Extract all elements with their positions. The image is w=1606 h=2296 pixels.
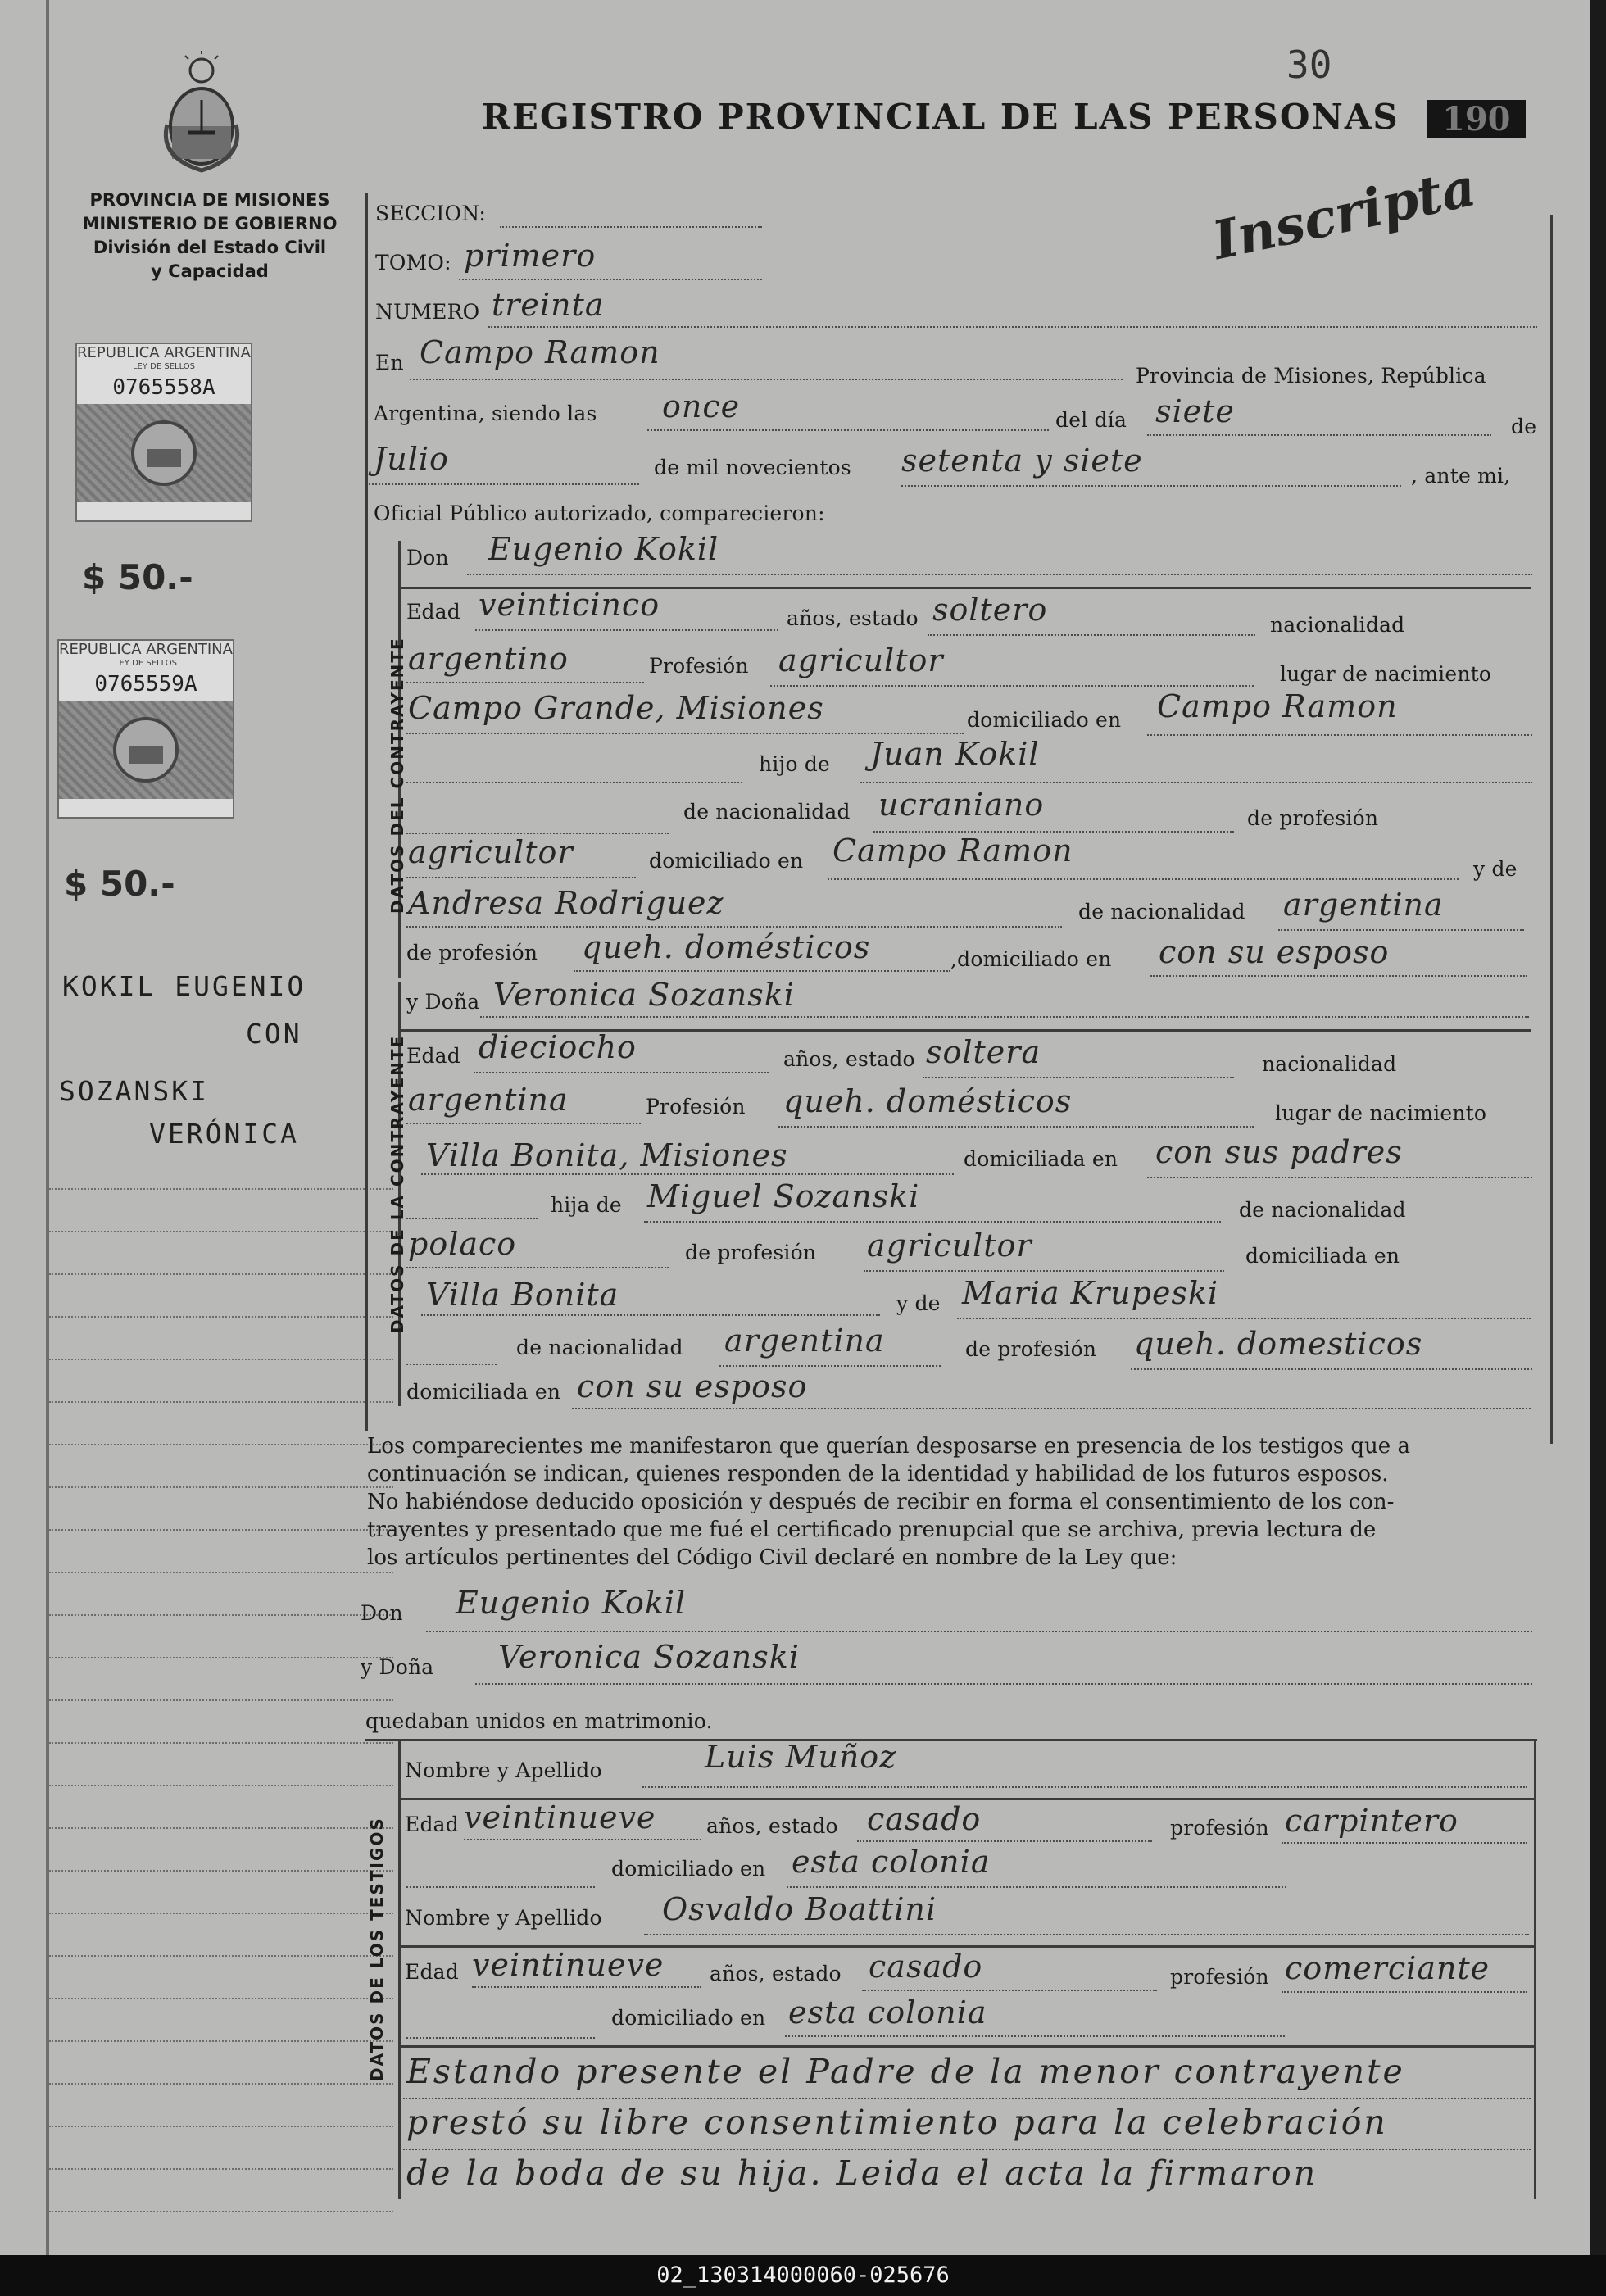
contrayenta-nacionalidad: argentina — [408, 1082, 569, 1118]
testigo-1-edad: veintinueve — [464, 1799, 656, 1835]
contrayenta-profesion: queh. domésticos — [783, 1083, 1073, 1119]
profesion-label-2: Profesión — [646, 1095, 746, 1119]
contrayente-estado: soltero — [932, 592, 1048, 628]
domiciliada-label: domiciliada en — [964, 1147, 1118, 1171]
madre-profesion-label: de profesión — [406, 941, 538, 964]
testigo-1-nombre-label: Nombre y Apellido — [405, 1758, 602, 1782]
inscription-signature: Inscripta — [1207, 157, 1481, 272]
dona-label: y Doña — [406, 990, 480, 1014]
edad-label: Edad — [406, 600, 460, 624]
nacionalidad-label-2: nacionalidad — [1262, 1052, 1397, 1076]
testigo-1-domicilio-label: domiciliado en — [611, 1857, 766, 1881]
domiciliado-label: domiciliado en — [967, 708, 1122, 732]
de-label: de — [1511, 415, 1537, 438]
hora-value: once — [662, 388, 741, 424]
testigo-2-domicilio-label: domiciliado en — [611, 2006, 766, 2030]
padre-domicilio-label-2: domiciliada en — [1245, 1244, 1400, 1268]
contrayenta-madre: Maria Krupeski — [962, 1275, 1219, 1311]
archive-id-bar: 02_130314000060-025676 — [0, 2255, 1606, 2296]
stamp-header: REPUBLICA ARGENTINA — [59, 641, 233, 658]
testigo-2-nombre: Osvaldo Boattini — [662, 1891, 937, 1927]
madre-nacionalidad-label: de nacionalidad — [1078, 900, 1245, 923]
en-label: En — [375, 351, 404, 374]
tax-stamp-1 — [75, 343, 252, 522]
yde-label: y de — [1473, 857, 1518, 881]
free-text-line-3: de la boda de su hija. Leida el acta la firmaron — [406, 2153, 1318, 2193]
hijo-label: hijo de — [759, 752, 831, 776]
testigo-1-edad-label: Edad — [405, 1813, 459, 1836]
tomo-label: TOMO: — [375, 251, 451, 275]
stamp-subheader: LEY DE SELLOS — [59, 659, 233, 668]
contrayenta-estado: soltera — [926, 1034, 1041, 1070]
declaration-closing: quedaban unidos en matrimonio. — [365, 1709, 713, 1733]
testigo-1-domicilio: esta colonia — [792, 1844, 991, 1880]
madre-nombre: Andresa Rodriguez — [408, 885, 724, 921]
testigo-2-edad: veintinueve — [472, 1947, 665, 1983]
contrayente-profesion: agricultor — [778, 642, 944, 678]
anio-value: setenta y siete — [901, 442, 1143, 479]
declaration-don-label: Don — [361, 1601, 403, 1625]
madre-profesion: queh. domésticos — [582, 929, 871, 965]
padre-profesion-label: de profesión — [1247, 806, 1379, 830]
testigo-2-estado-label: años, estado — [710, 1962, 842, 1985]
contrayente-lugar: Campo Grande, Misiones — [408, 690, 824, 726]
ministry-division: División del Estado Civil — [93, 238, 327, 257]
contrayenta-padre-profesion: agricultor — [867, 1227, 1032, 1264]
padre-nacionalidad-label-2: de nacionalidad — [1239, 1198, 1406, 1222]
stamp-price-2: $ 50.- — [64, 864, 175, 904]
madre-domicilio-label: ,domiciliado en — [950, 947, 1112, 971]
stamp-number: 0765558A — [77, 371, 251, 404]
padre-domicilio: Campo Ramon — [832, 833, 1073, 869]
numero-value: treinta — [492, 287, 605, 323]
testigo-1-profesion-label: profesión — [1170, 1816, 1269, 1840]
binding-edge — [46, 0, 49, 2255]
margin-note-line-4: VERÓNICA — [149, 1118, 299, 1150]
free-text-line-2: prestó su libre consentimiento para la celebración — [406, 2103, 1388, 2142]
lugar-nacimiento-label-2: lugar de nacimiento — [1275, 1101, 1487, 1125]
madre-domicilio: con su esposo — [1159, 934, 1390, 970]
margin-note-line-2: CON — [246, 1018, 302, 1050]
contrayenta-padre-nacionalidad: polaco — [408, 1226, 517, 1262]
contrayenta-edad: dieciocho — [479, 1029, 637, 1065]
contrayenta-padre: Miguel Sozanski — [647, 1178, 920, 1214]
contrayente-nombre: Eugenio Kokil — [488, 531, 719, 567]
testigo-1-profesion: carpintero — [1285, 1803, 1459, 1839]
mil-label: de mil novecientos — [654, 456, 851, 479]
testigo-1-estado-label: años, estado — [706, 1814, 838, 1838]
contrayenta-domicilio: con sus padres — [1155, 1134, 1403, 1170]
argentina-label: Argentina, siendo las — [374, 402, 597, 425]
section-label-contrayenta: DATOS DE LA CONTRAYENTE — [388, 1034, 407, 1333]
document-title: REGISTRO PROVINCIAL DE LAS PERSONAS — [482, 97, 1400, 137]
testigo-1-nombre: Luis Muñoz — [705, 1739, 897, 1775]
testigo-2-estado: casado — [869, 1949, 983, 1985]
ministry-province: PROVINCIA DE MISIONES — [89, 190, 330, 210]
title-box-number: 190 — [1427, 100, 1526, 138]
testigo-1-estado: casado — [867, 1801, 982, 1837]
stamp-emblem-icon — [59, 701, 233, 799]
en-value: Campo Ramon — [420, 334, 660, 370]
profesion-label: Profesión — [649, 654, 749, 678]
anios-estado-label: años, estado — [787, 606, 919, 630]
madre-domicilio-label-2: domiciliada en — [406, 1380, 561, 1404]
anios-estado-label-2: años, estado — [783, 1047, 915, 1071]
section-label-contrayente: DATOS DEL CONTRAYENTE — [388, 637, 407, 914]
contrayenta-madre-profesion: queh. domesticos — [1134, 1326, 1423, 1362]
testigo-2-profesion-label: profesión — [1170, 1965, 1269, 1989]
declaration-paragraph: Los comparecientes me manifestaron que querían desposarse en presencia de los testigos que a continuación se indican, quienes responden de la identidad y habilidad de los futuros esposos. No habiéndose deducido oposición y después de recibir en forma el consentimiento de los con- trayentes y presentado que me fué el certificado prenupcial que se archiva, previa lectura de los artículos pertinentes del Código Civil declaré en nombre de la Ley que: — [367, 1434, 1410, 1570]
declaration-dona: Veronica Sozanski — [498, 1639, 800, 1675]
tax-stamp-2 — [57, 639, 234, 819]
padre-nacionalidad-label: de nacionalidad — [683, 800, 851, 824]
testigo-2-domicilio: esta colonia — [788, 1994, 987, 2031]
stamp-subheader: LEY DE SELLOS — [77, 362, 251, 371]
contrayente-nacionalidad: argentino — [408, 641, 569, 677]
edad-label-2: Edad — [406, 1044, 460, 1068]
padre-nombre: Juan Kokil — [870, 736, 1040, 772]
testigo-2-nombre-label: Nombre y Apellido — [405, 1906, 602, 1930]
don-label: Don — [406, 546, 449, 569]
seccion-label: SECCION: — [375, 202, 487, 225]
oficial-label: Oficial Público autorizado, comparecieron: — [374, 501, 825, 525]
provincia-text: Provincia de Misiones, República — [1136, 364, 1486, 388]
testigo-2-profesion: comerciante — [1285, 1950, 1490, 1986]
ministry-name: MINISTERIO DE GOBIERNO — [82, 214, 338, 234]
ante-label: , ante mi, — [1411, 464, 1511, 488]
padre-profesion-label-2: de profesión — [685, 1241, 817, 1264]
declaration-don: Eugenio Kokil — [456, 1585, 687, 1621]
lugar-nacimiento-label: lugar de nacimiento — [1280, 662, 1492, 686]
padre-domicilio-label: domiciliado en — [649, 849, 804, 873]
nacionalidad-label: nacionalidad — [1270, 613, 1405, 637]
padre-nacionalidad: ucraniano — [878, 787, 1045, 823]
margin-note-line-1: KOKIL EUGENIO — [62, 970, 306, 1002]
madre-nacionalidad-label-2: de nacionalidad — [516, 1336, 683, 1359]
stamp-price-1: $ 50.- — [82, 557, 193, 597]
declaration-dona-label: y Doña — [361, 1655, 434, 1679]
margin-note-line-3: SOZANSKI — [59, 1075, 209, 1107]
tomo-value: primero — [464, 238, 597, 274]
contrayenta-madre-nacionalidad: argentina — [724, 1323, 885, 1359]
ministry-division-2: y Capacidad — [151, 261, 269, 281]
del-dia-label: del día — [1055, 408, 1127, 432]
contrayente-edad: veinticinco — [479, 587, 660, 623]
madre-nacionalidad: argentina — [1283, 887, 1444, 923]
yde-label-2: y de — [896, 1291, 941, 1315]
stamp-header: REPUBLICA ARGENTINA — [77, 344, 251, 361]
hija-label: hija de — [551, 1193, 622, 1217]
stamp-number: 0765559A — [59, 668, 233, 701]
padre-profesion: agricultor — [408, 834, 574, 870]
contrayenta-lugar: Villa Bonita, Misiones — [426, 1137, 788, 1173]
mes-value: Julio — [374, 441, 449, 477]
testigo-2-edad-label: Edad — [405, 1960, 459, 1984]
coat-of-arms-icon — [156, 51, 247, 174]
contrayenta-padre-domicilio: Villa Bonita — [426, 1277, 619, 1313]
madre-profesion-label-2: de profesión — [965, 1337, 1097, 1361]
stamp-emblem-icon — [77, 404, 251, 502]
contrayenta-madre-domicilio: con su esposo — [577, 1368, 808, 1404]
contrayente-domicilio: Campo Ramon — [1157, 688, 1398, 724]
dia-value: siete — [1155, 393, 1235, 429]
numero-label: NUMERO — [375, 300, 480, 324]
page-number: 30 — [1286, 43, 1332, 87]
free-text-line-1: Estando presente el Padre de la menor contrayente — [406, 2052, 1405, 2091]
section-label-testigos: DATOS DE LOS TESTIGOS — [367, 1817, 387, 2081]
contrayenta-nombre: Veronica Sozanski — [493, 977, 795, 1013]
